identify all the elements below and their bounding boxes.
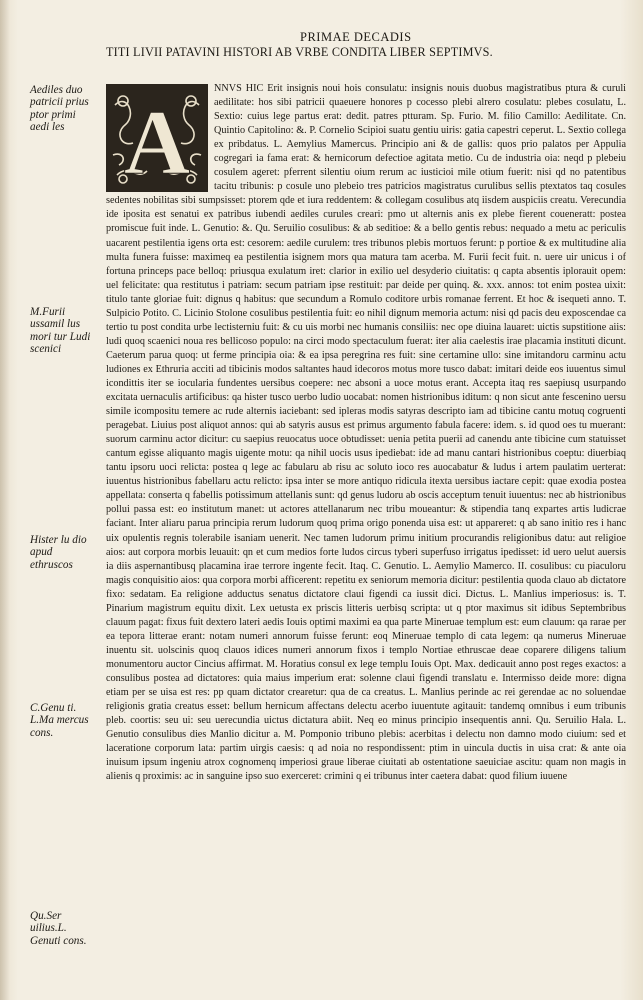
margin-note-aediles: Aediles duo patricii prius ptor primi aedi les <box>30 84 89 134</box>
margin-note-hister: Hister lu dio apud ethruscos <box>30 534 87 571</box>
margin-note-furius: M.Furii ussamil lus mori tur Ludi scenici <box>30 306 91 356</box>
running-head: PRIMAE DECADIS <box>300 30 412 44</box>
book-title: TITI LIVII PATAVINI HISTORI AB VRBE CONDITA LIBER SEPTIMVS. <box>106 45 493 59</box>
decorated-initial-icon <box>107 85 207 191</box>
main-text-block <box>106 82 626 784</box>
body-text: NNVS HIC Erit insignis noui hois consulatu: insignis nouis duobus magistratibus ptura & curuli aedilitate: hos sibi patricii quaeuere honores p cocesso plebi alrero cosulatu: plebes cosulatu, L. Sextio: cuius lege partus erat: dedit. patres ptturam. Sp. Furio. M. filio Camillo: Aedilitate. Cn. Quintio Capitolino: &. P. Cornelio Scipioi suatu gentiu uiris: gatia capestri ceperut. L. Sextio collega ex pribdatus. L. Aemylius Mamercus. Principio ani & de gallis: quos prio palatos per Appulia cogregari ia fama erat: & hernicorum defectioe agitata metio. Cu de industria oia: neqd p plebeiu cosulem ageret: pferrent silentiu oium rerum ac iusticioi mile otium fuerit: nisi qd no patentibus tacitu tribunis: p cosule uno plebeio tres patricios magistratus curulibus sellis ptextatos taq cosules sedentes nobilitas sibi sumpsisset: ptorem qde et iura reddentem: & collegam cosulibus atq iisdem auspiciis creatu. Verecundia ide iposita est senatui ex patribus iubendi aediles curules creari: pmo ut alternis anis ex plebe fierent coueneratt: postea promiscue fuit inde. L. Genutio: &. Qu. Seruilio cosulibus: & ab seditioe: & a bello gentis rebus: nequado a metu ac periculis uacarent pestilentia igens orta est: cesorem: aedile curulem: tres tribunos plebis mortuos ferunt: p portioe & ex multitudine alia multa funera fuisse: maximeq ea pestilentia isignem mors qua matura tam acerba. M. Furii fecit fuit. n. uere uir unicus i of fortuna princeps pace belloq: priusqua exulatum iret: clarior in exilio uel desyderio ciuitatis: q capta absentis iplorauit opem: uel felicitate: qua restitutus i patriam: secum patriam ipse restituit: par deide per quinq. &. xxx. annos: tot enim postea uixit: titulo tante gloriae fuit: dignus q habitus: que secundum a Romulo coditore urbis romanae ferrent. Et hoc & isequeti anno. T. Sulpicio Potito. C. Licinio Stolone cosulibus pestilentia fuit: eo nihil dignum memoria actum: nisi qd pacis deu exposcendae ca tertio tu post condita urbe lectisterniu fuit: & cu uis morbi nec humanis consiliis: nec ope diuina lauaret: uictis supstitione aiis: ludi quoq scaenici noua res bellicoso populo: na circi modo spectaculum fuerat: iter alia caelestis irae placamia instituti dicunt. Caeterum parua quoq: ut ferme principia oia: & ea ipsa peregrina res fuit: sine certamine ullo: sine imitandoru carminu actu ludiones ex Ethruria acciti ad tibicinis modos saltantes haud idecoros motus more tusco dabat: imitari deide eos iuuentus simul icondittis iter se iocularia fundentes uersibus coepere: nec absoni a uoce motus erant. Accepta itaq res saepiusq usurpando excitata uernaculis artificibus: qa hister tusco uerbo ludio uocabat: nomen histrionibus iditum: q non sicut ante fescenino uersu simile icompositu temere ac rude alternis iaciebant: sed ipleras modis satyras descripto iam ad tibicine cantu motuq cogruenti peragebat. Liuius post aliquot annos: qui ab satyris ausus est primus argumento fabula facere: idem. s. id quod oes tu muerant: suorum carminu actor dicitur: cu saepius reuocatus uoce obtudisset: uenia petita puerii ad canendu ante tibicine cum statuisset cantum egisse aliquanto magis uigente motu: qa nihil uocis usus ipediebat: ide ad manu cantari histrionibus coeptu: diuerbiaq tantu ipsoru uoci relicta: postea q lege ac fabularu ab risu ac soluto ioco res auocabatur & ludus i artem paulatim uerterat: iuuentus histrionibus fabellaru actu relicto: ipsa inter se more antiquo ridicula itexta uersibus iactare cepit: quae exodia postea appellata: conserta q fabellis potissimum attellanis sunt: qd genus ludoru ab oscis acceptum tenuit iuuentus: nec ab histrionibus pollui passa est: eo institutum manet: ut actores attellanarum nec tribu moueantur: & stipendia tanq expartes artis ludicrae faciant. Inter aliaru parua principia rerum ludorum quoq prima origo ponenda uisa est: ut appareret: q ab sano initio res i hanc uix opulentis regnis tolerabile isaniam uenerit. Nec tamen ludorum primu initium procurandis religionibus datu: aut religioe aios: aut corpora morbis leuauit: qn et cum medios forte ludos circus tyberi superfuso irrigatus ipedisset: id uero uelut auersis ia diis aspernantibusq placamina irae terrore ingente fecit. Itaq. C. Genutio. L. Aemylio Mamerco. II. cosulibus: cu piaculoru magis conquisitio aios: qua corpora morbi afficerent: repetitu ex seniorum memoria dicitur: pestilentia quoda clauo ab dictatore fixo: sedatam. Ea religione adductus senatus dictatore claui figendi ca iussit dici. Dictus. L. Manlius imperiosus: is. T. Pinarium magistrum equitu dixit. Lex uetusta ex priscis litteris uerbisq scripta: ut q ptor maximus sit idibus Septembribus clauum pagat: fixus fuit dextero lateri aedis Iouis optimi maximi ea qua parte Mineruae templum est: eum clauum: qa rarae per ea tepora litterae erant: notam numeri annorum fuisse ferunt: eoq Mineruae templo di cata legem: qa numerus Mineruae inuentu sit. uolscinis quoq clauos idices numeri annorum fixos i templo Nortiae ethruscae deae coparere diligens talium monumentoru auctor Cincius affirmat. M. Horatius consul ex lege templu Iouis Opt. Max. dedicauit anno post reges exactos: a consulibus postea ad dictatores: quia maius imperium erat: solenne claui figendi translatu e. Intermisso deide more: digna etiam per se uisa est res: pp quam dictator crearetur: qua de ca creatus. L. Manlius perinde ac rei gerendae ac no soluendae religionis gratia creatus esset: bellum hernicum affectans delectu acerbo iuuentute agitauit: tandemq omnibus i eum tribunis pleb. coortis: seu ui: seu uerecundia uictus dictatura abiit. Neq eo minus principio insequentis anni. Qu. Seruilio Hala. L. Genutio consulibus dies Manlio dicitur a. M. Pomponio tribuno plebis: acerbitas i delectu non damno modo ciuium: sed et laceratione corporum lata: partim uirgis caesis: q ad noia no respondissent: ptim in uincula ductis in uisa crat: & ante oia inuisum ipsum ingeniu atrox cognomenq imperiosi graue liberae ciuitati ab ostentatione saeuiciae ascitu: quam non magis in alienis q proximis: ac in sanguine ipso suo exerceret: crimini q ei tribunus inter caetera dabat: quod filium iuuene <box>106 83 626 783</box>
initial-letter: A <box>123 91 191 191</box>
margin-note-seruilius: Qu.Ser uilius.L. Genuti cons. <box>30 910 87 947</box>
margin-note-genutius: C.Genu ti. L.Ma mercus cons. <box>30 702 89 739</box>
gutter-shadow <box>0 0 10 1000</box>
decorated-initial <box>106 84 208 192</box>
